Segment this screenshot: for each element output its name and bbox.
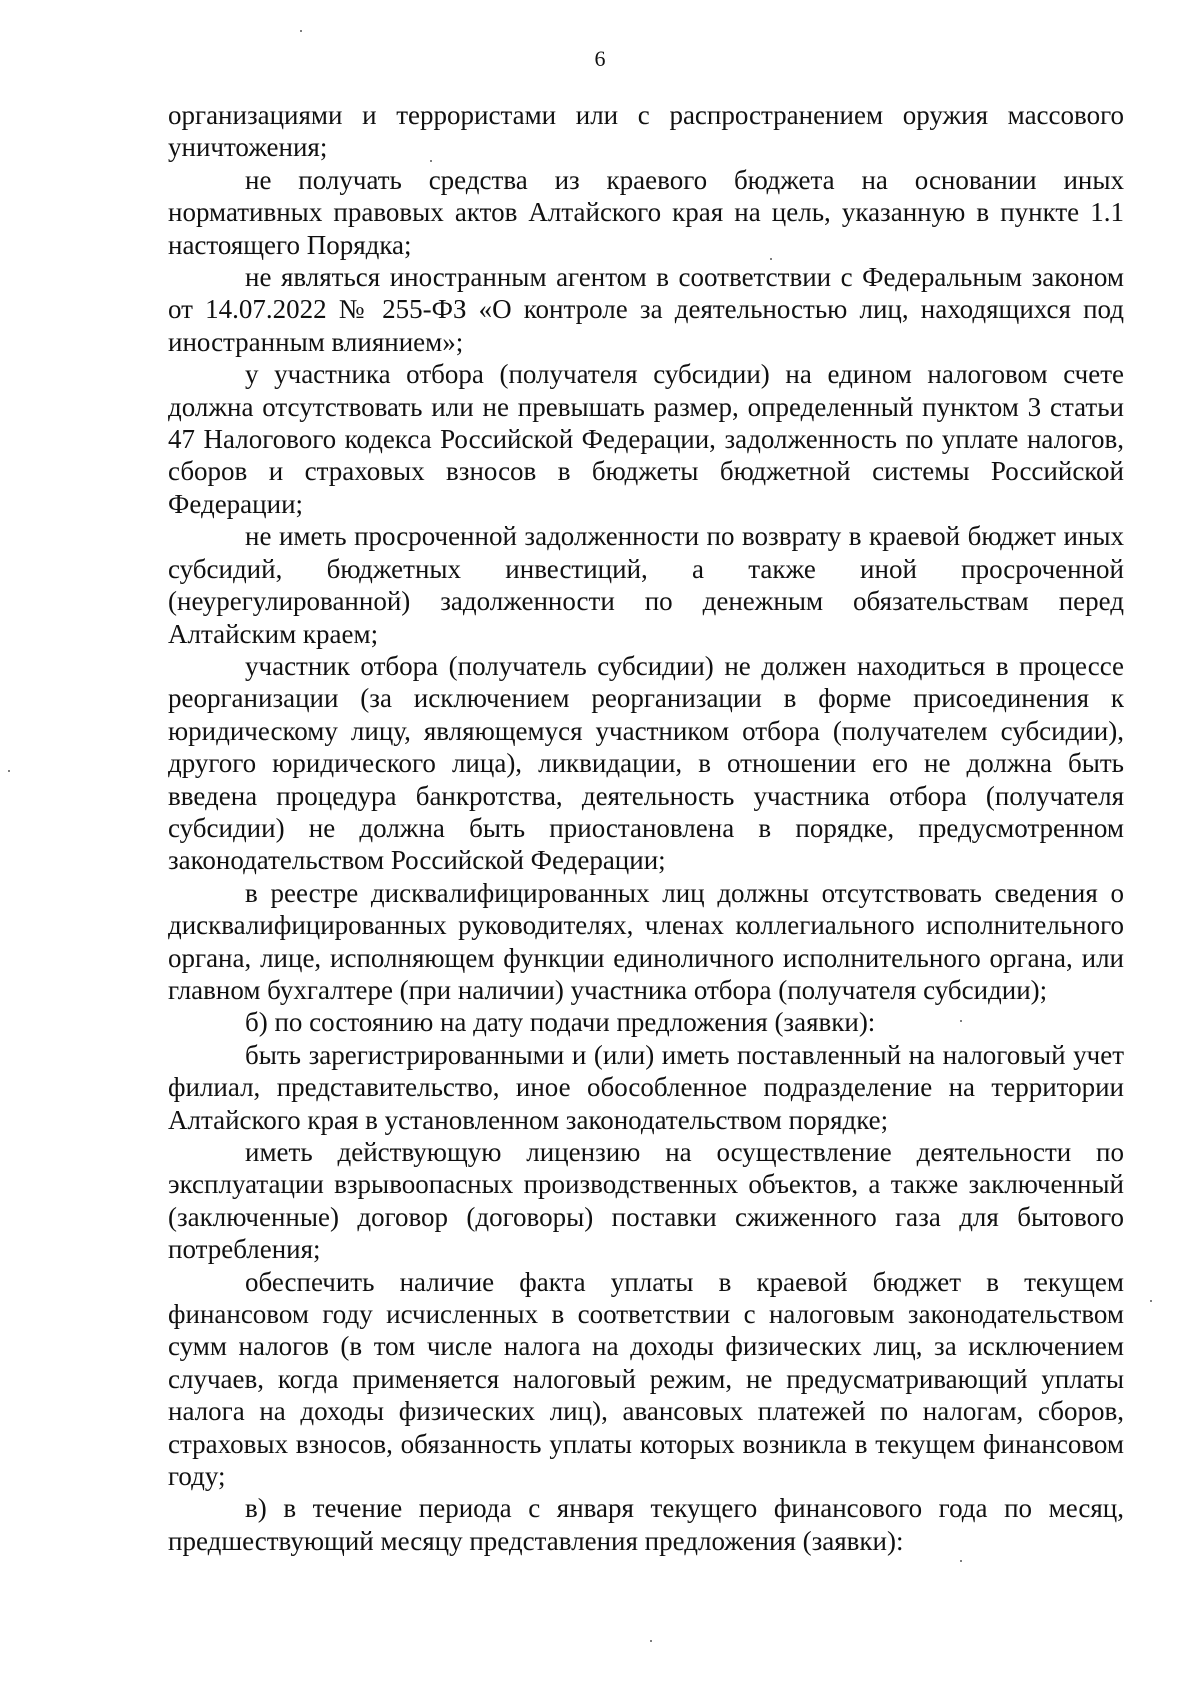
paragraph-disqualified-persons: в реестре дисквалифицированных лиц должны отсутствовать сведения о дисквалифицированных руководителях, членах коллегиального исполнительного органа, лице, исполняющем функции единоличного исполнительного органа, или главном бухгалтере (при наличии) участника отбора (получателя субсидии); <box>168 877 1124 1005</box>
paragraph-license: иметь действующую лицензию на осуществление деятельности по эксплуатации взрывоопасных производственных объектов, а также заключенный (заключенные) договор (договоры) поставки сжиженного газа для бытового потребления; <box>168 1137 1124 1265</box>
scan-speck <box>770 258 772 260</box>
scan-speck <box>960 1020 962 1022</box>
paragraph-no-overdue-debt: не иметь просроченной задолженности по возврату в краевой бюджет иных субсидий, бюджетных инвестиций, а также иной просроченной (неурегулированной) задолженности по денежным обязательствам перед Алтайским краем; <box>168 521 1124 649</box>
paragraph-weapons-continuation: организациями и террористами или с распространением оружия массового уничтожения; <box>168 100 1124 163</box>
paragraph-not-foreign-agent: не являться иностранным агентом в соответствии с Федеральным законом от 14.07.2022 № 255-ФЗ «О контроле за деятельностью лиц, находящихся под иностранным влиянием»; <box>168 262 1124 357</box>
scan-speck <box>1150 1300 1152 1302</box>
scan-speck <box>8 770 10 772</box>
paragraph-clause-c: в) в течение периода с января текущего финансового года по месяц, предшествующий месяцу представления предложения (заявки): <box>168 1493 1124 1556</box>
scan-speck <box>300 30 302 32</box>
paragraph-no-reorganization: участник отбора (получатель субсидии) не должен находиться в процессе реорганизации (за исключением реорганизации в форме присоединения к юридическому лицу, являющемуся участником отбора (получателем субсидии), другого юридического лица), ликвидации, в отношении его не должна быть введена процедура банкротства, деятельность участника отбора (получателя субсидии) не должна быть приостановлена в порядке, предусмотренном законодательством Российской Федерации; <box>168 650 1124 876</box>
document-body <box>168 99 1124 1557</box>
paragraph-tax-account-debt: у участника отбора (получателя субсидии) на едином налоговом счете должна отсутствовать или не превышать размер, определенный пунктом 3 статьи 47 Налогового кодекса Российской Федерации, задолженность по уплате налогов, сборов и страховых взносов в бюджеты бюджетной системы Российской Федерации; <box>168 359 1124 519</box>
paragraph-no-other-budget-funds: не получать средства из краевого бюджета на основании иных нормативных правовых актов Алтайского края на цель, указанную в пункте 1.1 настоящего Порядка; <box>168 164 1124 260</box>
paragraph-tax-payment: обеспечить наличие факта уплаты в краевой бюджет в текущем финансовом году исчисленных в соответствии с налоговым законодательством сумм налогов (в том числе налога на доходы физических лиц, за исключением случаев, когда применяется налоговый режим, не предусматривающий уплаты налога на доходы физических лиц), авансовых платежей по налогам, сборов, страховых взносов, обязанность уплаты которых возникла в текущем финансовом году; <box>168 1266 1124 1492</box>
paragraph-clause-b: б) по состоянию на дату подачи предложения (заявки): <box>245 1007 876 1038</box>
page-number: 6 <box>594 46 606 71</box>
scan-speck <box>960 1560 962 1562</box>
scan-speck <box>650 1640 652 1642</box>
paragraph-registration: быть зарегистрированными и (или) иметь поставленный на налоговый учет филиал, представительство, иное обособленное подразделение на территории Алтайского края в установленном законодательством порядке; <box>168 1039 1124 1135</box>
scan-speck <box>430 160 432 162</box>
